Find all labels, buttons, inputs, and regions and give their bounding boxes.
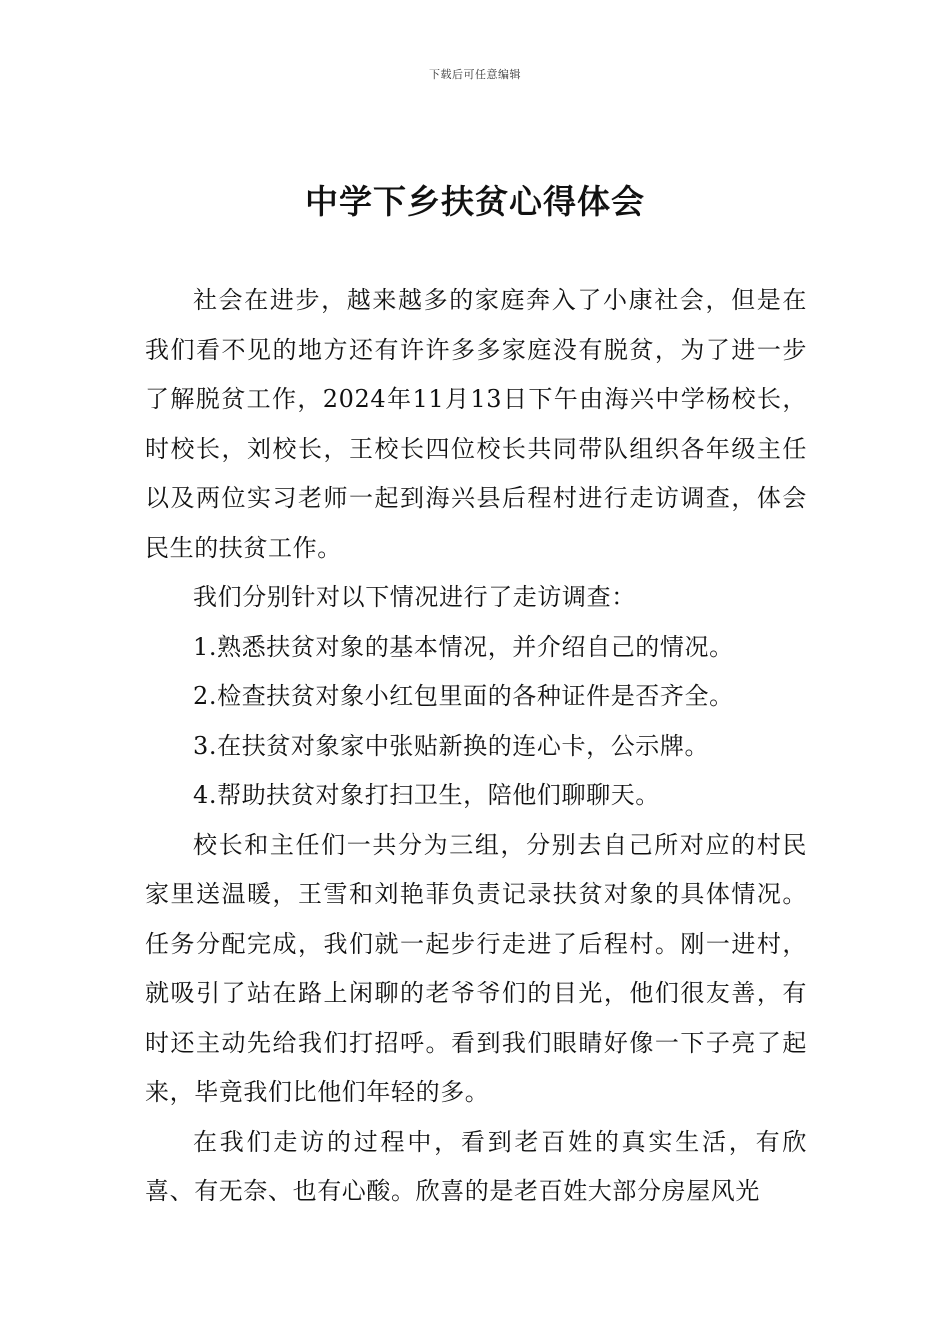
list-item: 3.在扶贫对象家中张贴新换的连心卡，公示牌。 xyxy=(193,731,710,760)
header-note: 下载后可任意编辑 xyxy=(429,68,521,81)
document-title: 中学下乡扶贫心得体会 xyxy=(305,182,645,221)
document-body xyxy=(145,276,807,1217)
paragraph-observations: 在我们走访的过程中，看到老百姓的真实生活，有欣喜、有无奈、也有心酸。欣喜的是老百姓大部分房屋风光 xyxy=(145,1127,807,1205)
paragraph-visit: 校长和主任们一共分为三组，分别去自己所对应的村民家里送温暖，王雪和刘艳菲负责记录扶贫对象的具体情况。任务分配完成，我们就一起步行走进了后程村。刚一进村，就吸引了站在路上闲聊的老爷爷们的目光，他们很友善，有时还主动先给我们打招呼。看到我们眼睛好像一下子亮了起来，毕竟我们比他们年轻的多。 xyxy=(145,830,807,1106)
paragraph-intro: 社会在进步，越来越多的家庭奔入了小康社会，但是在我们看不见的地方还有许许多多家庭没有脱贫，为了进一步了解脱贫工作，2024年11月13日下午由海兴中学杨校长，时校长，刘校长，王校长四位校长共同带队组织各年级主任以及两位实习老师一起到海兴县后程村进行走访调查，体会民生的扶贫工作。 xyxy=(145,286,807,562)
paragraph-survey-intro: 我们分别针对以下情况进行了走访调查： xyxy=(193,583,636,611)
list-item: 4.帮助扶贫对象打扫卫生，陪他们聊聊天。 xyxy=(193,781,660,809)
list-item: 2.检查扶贫对象小红包里面的各种证件是否齐全。 xyxy=(193,682,734,710)
list-item: 1.熟悉扶贫对象的基本情况，并介绍自己的情况。 xyxy=(193,632,734,661)
